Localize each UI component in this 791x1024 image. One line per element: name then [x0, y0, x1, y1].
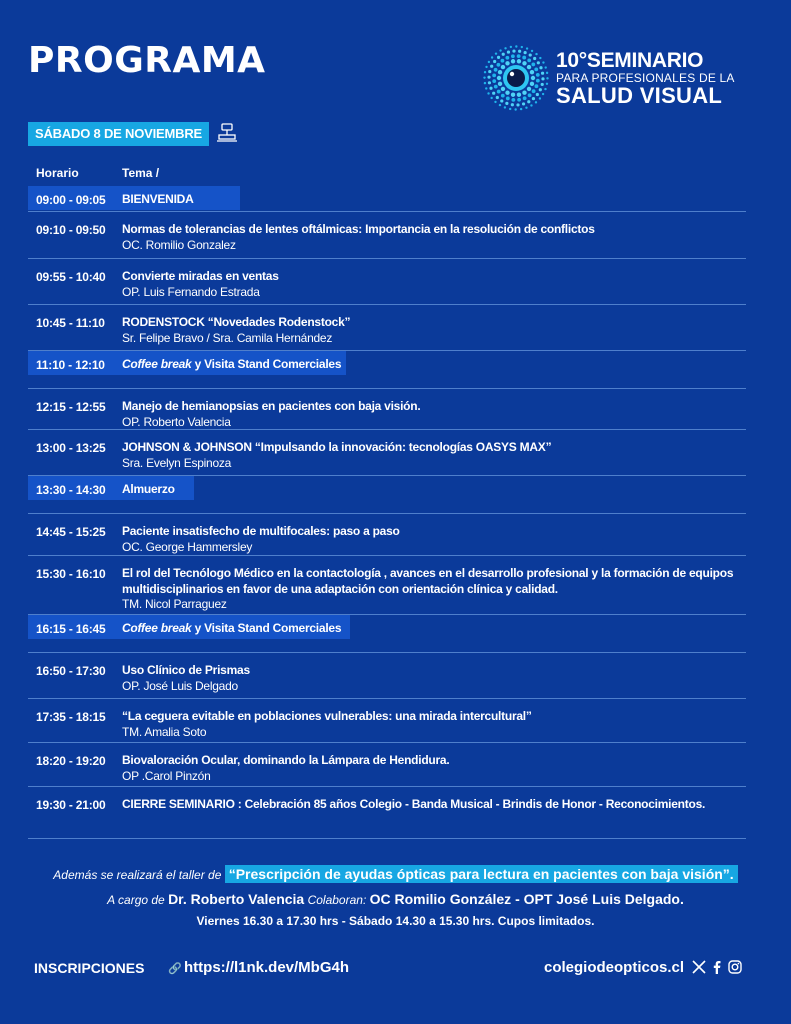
row-time: 19:30 - 21:00	[36, 798, 106, 812]
row-time: 17:35 - 18:15	[36, 710, 106, 724]
row-topic	[122, 315, 742, 346]
row-time: 09:00 - 09:05	[36, 193, 106, 207]
eye-logo-icon	[482, 44, 550, 112]
row-topic	[122, 709, 742, 740]
row-title-emphasis: Coffee break	[122, 621, 192, 635]
row-topic	[122, 621, 742, 637]
row-title: El rol del Tecnólogo Médico en la contactología , avances en el desarrollo profesional y la formación de equipos multidisciplinarios en favor de una adaptación con orientación clínica y calidad.	[122, 566, 734, 596]
row-time: 16:15 - 16:45	[36, 622, 106, 636]
row-time: 15:30 - 16:10	[36, 567, 106, 581]
row-speaker: OC. Romilio Gonzalez	[122, 237, 236, 252]
row-title-rest: y Visita Stand Comerciales	[191, 621, 342, 635]
row-speaker: OP .Carol Pinzón	[122, 768, 211, 783]
row-time: 11:10 - 12:10	[36, 358, 105, 372]
table-row	[28, 259, 746, 305]
row-time: 12:15 - 12:55	[36, 400, 106, 414]
table-row	[28, 514, 746, 556]
row-title: JOHNSON & JOHNSON “Impulsando la innovación: tecnologías OASYS MAX”	[122, 440, 552, 454]
row-topic	[122, 440, 742, 471]
logo-line-1: 10°SEMINARIO	[556, 49, 704, 72]
row-title: Manejo de hemianopsias en pacientes con baja visión.	[122, 399, 421, 413]
workshop-intro: Además se realizará el taller de	[53, 868, 225, 882]
table-row	[28, 186, 746, 212]
x-twitter-icon[interactable]	[692, 960, 706, 974]
charge-label: A cargo de	[107, 893, 169, 907]
header-tema: Tema /	[122, 166, 160, 180]
row-speaker: TM. Nicol Parraguez	[122, 597, 227, 611]
collab-names: OC Romilio González - OPT José Luis Delgado.	[369, 891, 684, 907]
table-row	[28, 653, 746, 699]
row-title: “La ceguera evitable en poblaciones vulnerables: una mirada intercultural”	[122, 709, 532, 723]
workshop-note	[0, 866, 791, 882]
row-speaker: TM. Amalia Soto	[122, 724, 207, 739]
registrations-label: INSCRIPCIONES	[34, 960, 145, 976]
row-title: Biovaloración Ocular, dominando la Lámpara de Hendidura.	[122, 753, 450, 767]
row-topic	[122, 753, 742, 784]
row-topic	[122, 269, 742, 300]
table-row	[28, 389, 746, 430]
page-title: PROGRAMA	[28, 40, 266, 81]
day-badge: SÁBADO 8 DE NOVIEMBRE	[28, 122, 209, 146]
table-row	[28, 556, 746, 615]
row-topic	[122, 482, 742, 498]
row-title: RODENSTOCK “Novedades Rodenstock”	[122, 315, 351, 329]
row-speaker: Sra. Evelyn Espinoza	[122, 455, 232, 470]
row-topic	[122, 357, 742, 373]
collab-label: Colaboran:	[304, 893, 370, 907]
table-row	[28, 430, 746, 476]
table-row	[28, 699, 746, 743]
row-title-rest: y Visita Stand Comerciales	[191, 357, 342, 371]
row-time: 18:20 - 19:20	[36, 754, 106, 768]
podium-icon	[216, 122, 238, 144]
table-header	[28, 164, 746, 186]
table-row	[28, 743, 746, 787]
row-title	[122, 357, 742, 373]
link-icon: 🔗	[168, 963, 182, 975]
table-row	[28, 787, 746, 839]
row-speaker: OP. José Luis Delgado	[122, 678, 238, 693]
website-link[interactable]: colegiodeopticos.cl	[544, 959, 685, 976]
row-title: Normas de tolerancias de lentes oftálmicas: Importancia en la resolución de conflictos	[122, 222, 595, 236]
logo-line-3: SALUD VISUAL	[556, 83, 723, 108]
footer-bar	[34, 958, 746, 980]
row-time: 10:45 - 11:10	[36, 316, 105, 330]
workshop-title: “Prescripción de ayudas ópticas para lectura en pacientes con baja visión”.	[225, 865, 738, 883]
row-speaker: OP. Luis Fernando Estrada	[122, 284, 260, 299]
row-title: Convierte miradas en ventas	[122, 269, 279, 283]
row-title-emphasis: Coffee break	[122, 357, 192, 371]
charge-name: Dr. Roberto Valencia	[168, 891, 305, 907]
row-title	[122, 621, 742, 637]
table-row	[28, 615, 746, 653]
row-title: BIENVENIDA	[122, 192, 194, 206]
seminar-logo	[482, 44, 752, 112]
row-topic	[122, 524, 742, 555]
row-speaker: OP. Roberto Valencia	[122, 414, 231, 429]
row-speaker: Sr. Felipe Bravo / Sra. Camila Hernández	[122, 330, 333, 345]
row-topic	[122, 797, 742, 813]
row-title: Paciente insatisfecho de multifocales: paso a paso	[122, 524, 400, 538]
table-row	[28, 476, 746, 514]
row-topic	[122, 222, 742, 253]
workshop-credits	[0, 891, 791, 907]
header-horario: Horario	[36, 166, 79, 180]
table-row	[28, 212, 746, 259]
table-row	[28, 351, 746, 389]
workshop-schedule: Viernes 16.30 a 17.30 hrs - Sábado 14.30 a 15.30 hrs. Cupos limitados.	[196, 914, 595, 928]
registration-link[interactable]: https://l1nk.dev/MbG4h	[184, 959, 350, 976]
row-title: Uso Clínico de Prismas	[122, 663, 250, 677]
row-title: CIERRE SEMINARIO : Celebración 85 años Colegio - Banda Musical - Brindis de Honor - Reconocimientos.	[122, 797, 706, 811]
row-time: 13:30 - 14:30	[36, 483, 106, 497]
row-topic	[122, 566, 742, 613]
facebook-icon[interactable]	[710, 960, 724, 974]
row-title: Almuerzo	[122, 482, 175, 496]
row-time: 16:50 - 17:30	[36, 664, 106, 678]
row-time: 09:10 - 09:50	[36, 223, 106, 237]
row-speaker: OC. George Hammersley	[122, 539, 253, 554]
row-topic	[122, 663, 742, 694]
row-topic	[122, 192, 742, 208]
row-topic	[122, 399, 742, 430]
logo-line-2: PARA PROFESIONALES DE LA	[556, 71, 735, 85]
row-time: 14:45 - 15:25	[36, 525, 106, 539]
row-time: 13:00 - 13:25	[36, 441, 106, 455]
row-time: 09:55 - 10:40	[36, 270, 106, 284]
instagram-icon[interactable]	[728, 960, 742, 974]
table-row	[28, 305, 746, 351]
